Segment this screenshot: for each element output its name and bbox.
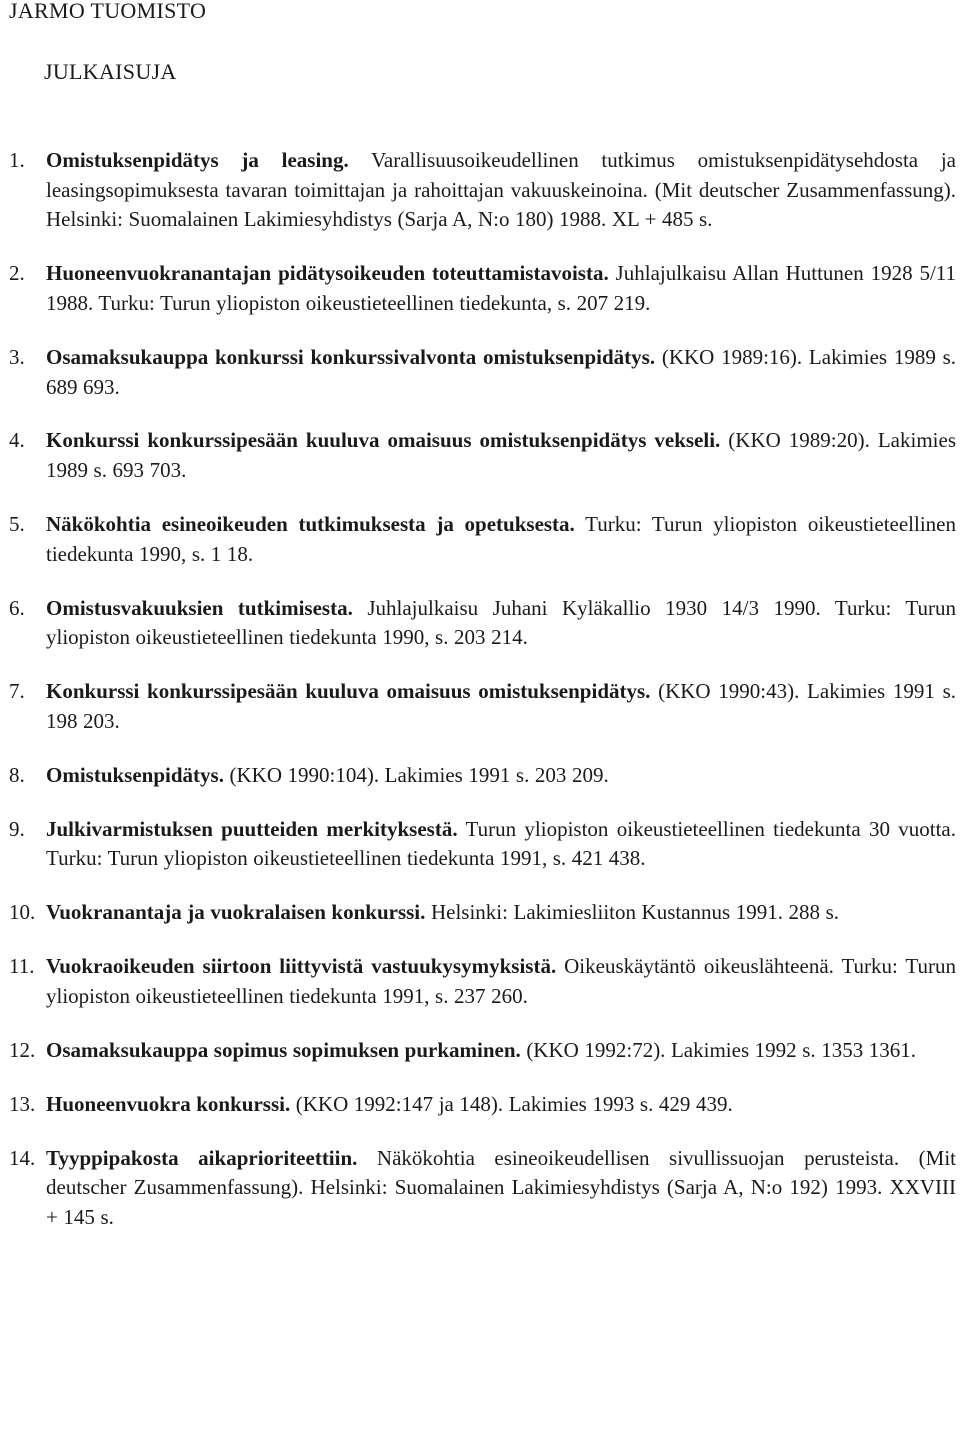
entry-title: Vuokraoikeuden siirtoon liittyvistä vastuukysymyksistä. [46, 954, 557, 979]
entry-title: Osamaksukauppa konkurssi konkurssivalvonta omistuksenpidätys. [46, 344, 656, 369]
entry-title: Julkivarmistuksen puutteiden merkityksestä. [46, 816, 458, 841]
entry-number: 13. [9, 1091, 36, 1116]
publication-entry [0, 259, 960, 318]
entry-details: Juhlajulkaisu Juhani Kyläkallio 1930 14/3 1990. Turku: Turun yliopiston oikeustieteellinen tiedekunta 1990, s. 203 214. [46, 595, 956, 650]
entry-title: Vuokranantaja ja vuokralaisen konkurssi. [46, 900, 426, 925]
entry-details: Varallisuusoikeudellinen tutkimus omistuksenpidätysehdosta ja leasingsopimuksesta tavaran toimittajan ja rahoittajan vakuuskeinoina. (Mit deutscher Zusammenfassung). Helsinki: Suomalainen Lakimiesyhdistys (Sarja A, N:o 180) 1988. XL + 485 s. [46, 148, 957, 232]
publication-entry [0, 594, 960, 653]
entry-details: Oikeuskäytäntö oikeuslähteenä. Turku: Turun yliopiston oikeustieteellinen tiedekunta 1991, s. 237 260. [46, 954, 956, 1008]
entry-title: Konkurssi konkurssipesään kuuluva omaisuus omistuksenpidätys vekseli. [46, 428, 721, 453]
section-heading: JULKAISUJA [44, 59, 177, 84]
entry-title: Omistusvakuuksien tutkimisesta. [46, 595, 353, 620]
entry-number: 2. [9, 261, 25, 286]
entry-number: 14. [9, 1145, 36, 1170]
entry-number: 1. [9, 148, 25, 172]
entry-details: (KKO 1989:20). Lakimies 1989 s. 693 703. [46, 428, 956, 483]
entry-details: Turun yliopiston oikeustieteellinen tiedekunta 30 vuotta. Turku: Turun yliopiston oikeustieteellinen tiedekunta 1991, s. 421 438. [46, 816, 957, 871]
publication-list [0, 146, 960, 1257]
publication-entry [0, 146, 960, 235]
publication-entry [0, 510, 960, 569]
entry-number: 6. [9, 595, 25, 620]
publication-entry [0, 761, 960, 791]
entry-title: Omistuksenpidätys ja leasing. [46, 148, 349, 172]
entry-details: Näkökohtia esineoikeudellisen sivullissuojan perusteista. (Mit deutscher Zusammenfassung). Helsinki: Suomalainen Lakimiesyhdistys (Sarja A, N:o 192) 1993. XXVIII + 145 s. [46, 1145, 956, 1230]
entry-details: (KKO 1990:43). Lakimies 1991 s. 198 203. [46, 679, 957, 733]
entry-number: 11. [9, 954, 35, 979]
publication-entry [0, 343, 960, 402]
entry-details: (KKO 1992:72). Lakimies 1992 s. 1353 1361. [520, 1037, 917, 1062]
entry-title: Osamaksukauppa sopimus sopimuksen purkaminen. [46, 1037, 521, 1062]
entry-number: 7. [9, 679, 25, 704]
publication-entry [0, 1036, 960, 1066]
publication-entry [0, 898, 960, 928]
publication-entry [0, 1144, 960, 1233]
entry-details: (KKO 1989:16). Lakimies 1989 s. 689 693. [46, 344, 956, 399]
entry-title: Huoneenvuokranantajan pidätysoikeuden toteuttamistavoista. [46, 261, 609, 286]
publication-entry [0, 952, 960, 1011]
entry-details: Turku: Turun yliopiston oikeustieteellinen tiedekunta 1990, s. 1 18. [46, 512, 956, 566]
entry-number: 12. [9, 1037, 36, 1062]
author-name: JARMO TUOMISTO [9, 0, 207, 23]
publication-entry [0, 1090, 960, 1120]
entry-details: Helsinki: Lakimiesliiton Kustannus 1991. 288 s. [425, 900, 840, 925]
entry-details: (KKO 1992:147 ja 148). Lakimies 1993 s. 429 439. [290, 1091, 733, 1116]
publication-entry [0, 815, 960, 874]
entry-title: Konkurssi konkurssipesään kuuluva omaisuus omistuksenpidätys. [46, 679, 651, 704]
publication-entry [0, 677, 960, 736]
entry-number: 4. [9, 428, 25, 453]
entry-number: 10. [9, 900, 36, 925]
entry-title: Omistuksenpidätys. [46, 762, 224, 787]
entry-details: (KKO 1990:104). Lakimies 1991 s. 203 209. [223, 762, 609, 787]
entry-title: Huoneenvuokra konkurssi. [46, 1091, 291, 1116]
entry-number: 3. [9, 344, 25, 369]
entry-title: Tyyppipakosta aikaprioriteettiin. [46, 1145, 358, 1170]
publication-entry [0, 426, 960, 485]
entry-title: Näkökohtia esineoikeuden tutkimuksesta ja opetuksesta. [46, 512, 575, 537]
entry-number: 5. [9, 512, 25, 537]
entry-number: 9. [9, 816, 25, 841]
entry-details: Juhlajulkaisu Allan Huttunen 1928 5/11 1988. Turku: Turun yliopiston oikeustieteellinen tiedekunta, s. 207 219. [46, 261, 957, 315]
entry-number: 8. [9, 762, 25, 787]
